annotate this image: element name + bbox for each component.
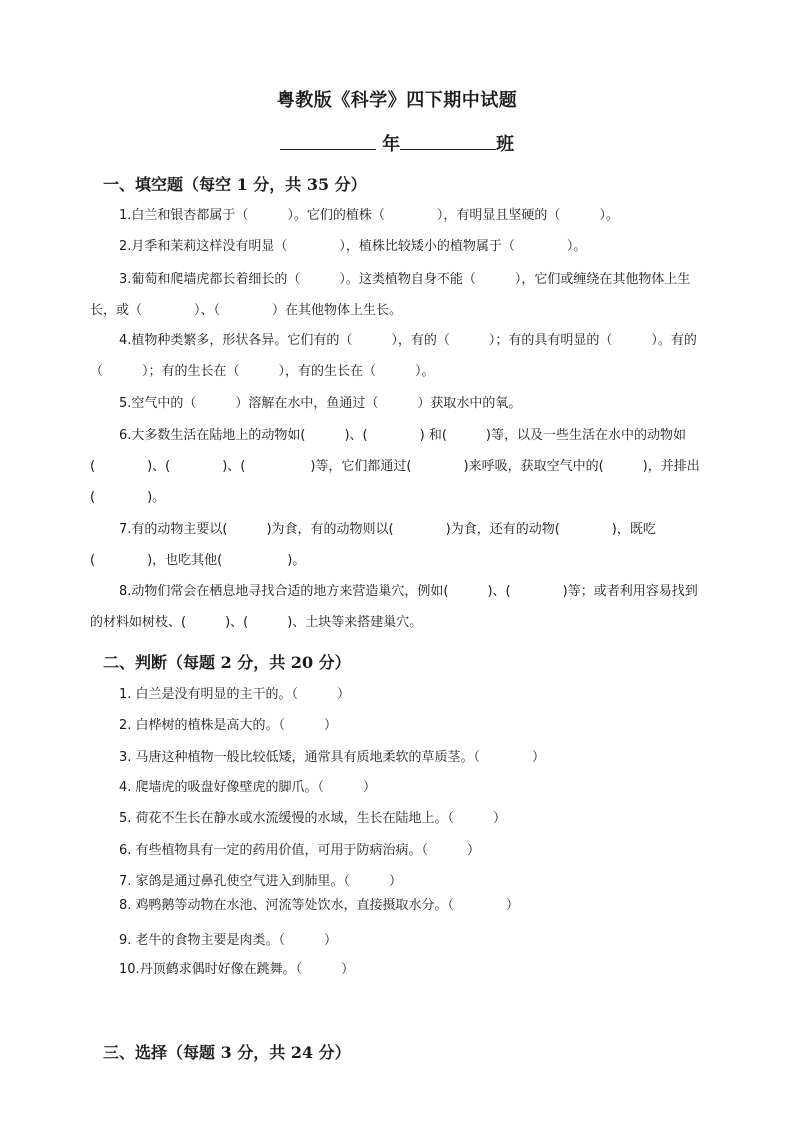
judge-question-4: 4. 爬墙虎的吸盘好像壁虎的脚爪。（ ） <box>119 780 377 795</box>
fill-question-2: 2.月季和茉莉这样没有明显（ ），植株比较矮小的植物属于（ ）。 <box>119 239 587 254</box>
judge-question-9: 9. 老牛的食物主要是肉类。（ ） <box>119 933 338 948</box>
year-label: 年 <box>382 134 401 155</box>
judge-question-8: 8. 鸡鸭鹅等动物在水池、河流等处饮水，直接摄取水分。（ ） <box>119 898 520 913</box>
judge-question-1: 1. 白兰是没有明显的主干的。（ ） <box>119 687 351 702</box>
judge-question-3: 3. 马唐这种植物一般比较低矮，通常具有质地柔软的草质茎。（ ） <box>119 750 546 765</box>
fill-question-1: 1.白兰和银杏都属于（ ）。它们的植株（ ），有明显且坚硬的（ ）。 <box>119 208 619 223</box>
year-class-line <box>0 130 794 156</box>
class-label: 班 <box>496 134 515 155</box>
judge-question-7: 7. 家鸽是通过鼻孔使空气进入到肺里。（ ） <box>119 874 403 889</box>
section-heading-multiple-choice: 三、选择（每题 3 分，共 24 分） <box>103 1043 351 1062</box>
class-blank[interactable] <box>400 135 496 150</box>
exam-title: 粤教版《科学》四下期中试题 <box>276 90 518 111</box>
fill-question-4: 4.植物种类繁多，形状各异。它们有的（ ），有的（ ）；有的具有明显的（ ）。有的（ ）；有的生长在（ ），有的生长在（ ）。 <box>90 333 697 379</box>
judge-question-2: 2. 白桦树的植株是高大的。（ ） <box>119 718 338 733</box>
fill-question-7: 7.有的动物主要以( )为食，有的动物则以( )为食，还有的动物( )，既吃( )，也吃其他( )。 <box>90 522 656 568</box>
judge-question-6: 6. 有些植物具有一定的药用价值，可用于防病治病。（ ） <box>119 843 481 858</box>
fill-question-8: 8.动物们常会在栖息地寻找合适的地方来营造巢穴，例如( )、( )等；或者利用容易找到的材料如树枝、( )、( )、土块等来搭建巢穴。 <box>90 584 698 630</box>
section-heading-true-false: 二、判断（每题 2 分，共 20 分） <box>103 653 351 672</box>
judge-question-5: 5. 荷花不生长在静水或水流缓慢的水域，生长在陆地上。（ ） <box>119 811 507 826</box>
fill-question-6: 6.大多数生活在陆地上的动物如( )、( ) 和( )等，以及一些生活在水中的动物如( )、( )、( )等，它们都通过( )来呼吸，获取空气中的( )，并排出( )。 <box>90 428 700 505</box>
judge-question-10: 10.丹顶鹤求偶时好像在跳舞。（ ） <box>119 962 355 977</box>
section-heading-fill-blank: 一、填空题（每空 1 分，共 35 分） <box>103 175 367 194</box>
fill-question-3: 3.葡萄和爬墙虎都长着细长的（ ）。这类植物自身不能（ ），它们或缠绕在其他物体上生长，或（ ）、（ ）在其他物体上生长。 <box>90 272 691 318</box>
fill-question-5: 5.空气中的（ ）溶解在水中，鱼通过（ ）获取水中的氧。 <box>119 396 522 411</box>
year-blank[interactable] <box>280 135 376 150</box>
